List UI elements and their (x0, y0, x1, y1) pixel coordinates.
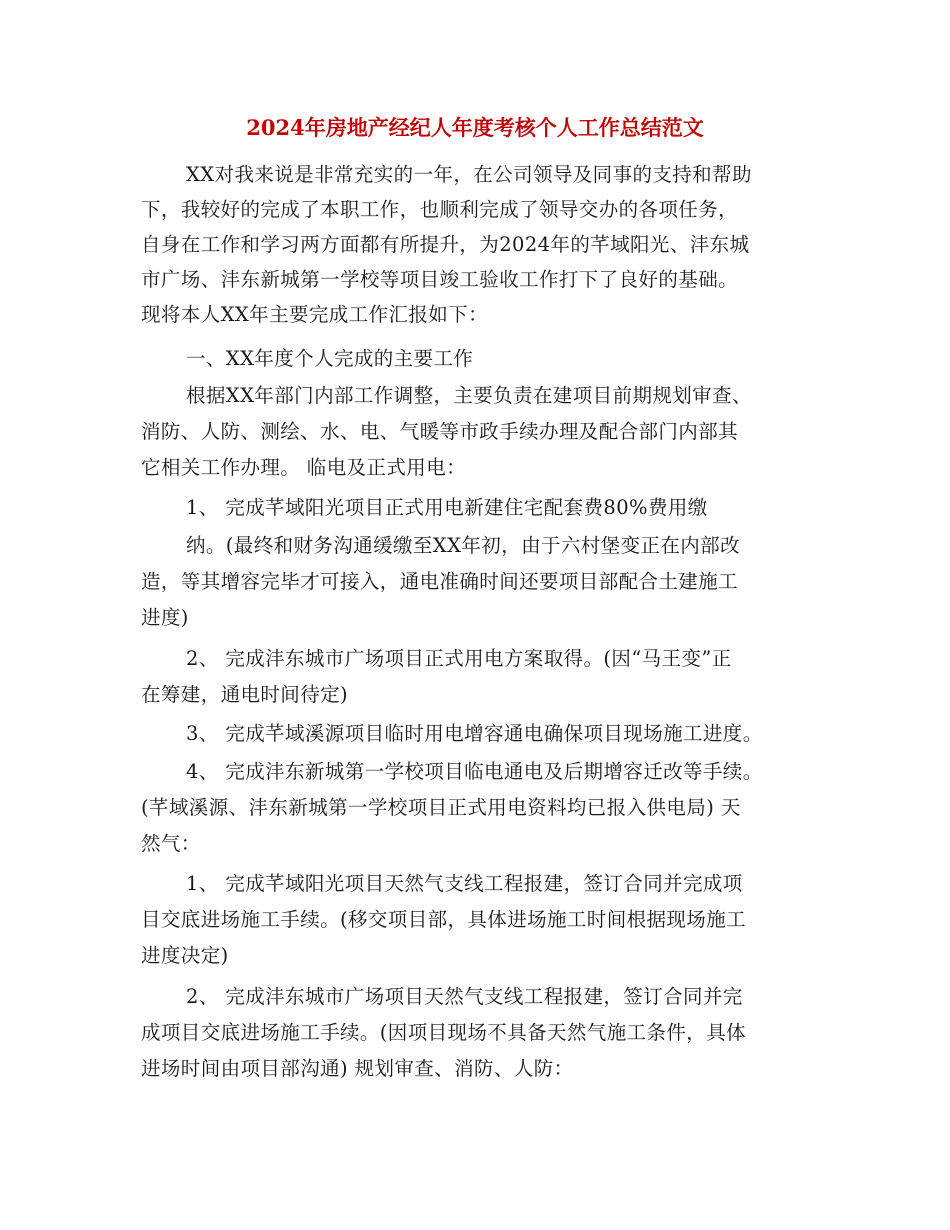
paragraph-line: 自身在工作和学习两方面都有所提升，为2024年的芊域阳光、沣东城 (141, 233, 750, 256)
list-item-line: 进度决定) (141, 944, 229, 967)
list-item-line: 3、 完成芊域溪源项目临时用电增容通电确保项目现场施工进度。 (186, 722, 763, 745)
list-item-line: 1、 完成芊域阳光项目正式用电新建住宅配套费80%费用缴 (186, 496, 708, 519)
paragraph-line: 它相关工作办理。 临电及正式用电： (141, 456, 466, 479)
document-title: 2024年房地产经纪人年度考核个人工作总结范文 (246, 115, 704, 140)
list-item-line: 进场时间由项目部沟通) 规划审查、消防、人防： (141, 1057, 574, 1080)
list-item-line: 在筹建，通电时间待定) (141, 683, 349, 706)
list-item-line: 4、 完成沣东新城第一学校项目临电通电及后期增容迁改等手续。 (186, 760, 763, 783)
list-item-line: 纳。(最终和财务沟通缓缴至XX年初，由于六村堡变正在内部改 (186, 534, 740, 557)
list-item-line: 2、 完成沣东城市广场项目正式用电方案取得。(因“马王变”正 (186, 647, 732, 670)
list-item-line: 造，等其增容完毕才可接入，通电准确时间还要项目部配合土建施工 (141, 570, 739, 593)
list-item-line: 1、 完成芊域阳光项目天然气支线工程报建，签订合同并完成项 (186, 872, 743, 895)
paragraph-line: XX对我来说是非常充实的一年，在公司领导及同事的支持和帮助 (186, 163, 752, 186)
paragraph-line: 消防、人防、测绘、水、电、气暖等市政手续办理及配合部门内部其 (141, 420, 739, 443)
list-item-line: 然气： (141, 832, 201, 855)
paragraph-line: 现将本人XX年主要完成工作汇报如下： (141, 303, 488, 326)
list-item-line: 进度) (141, 606, 189, 629)
paragraph-line: 下，我较好的完成了本职工作，也顺利完成了领导交办的各项任务， (141, 198, 739, 221)
list-item-line: 成项目交底进场施工手续。(因项目现场不具备天然气施工条件，具体 (141, 1021, 747, 1044)
section-heading: 一、XX年度个人完成的主要工作 (186, 347, 474, 370)
list-item-line: 目交底进场施工手续。(移交项目部，具体进场施工时间根据现场施工 (141, 908, 747, 931)
paragraph-line: 根据XX年部门内部工作调整，主要负责在建项目前期规划审查、 (186, 384, 752, 407)
list-item-line: (芊域溪源、沣东新城第一学校项目正式用电资料均已报入供电局) 天 (141, 796, 741, 819)
list-item-line: 2、 完成沣东城市广场项目天然气支线工程报建，签订合同并完 (186, 985, 743, 1008)
paragraph-line: 市广场、沣东新城第一学校等项目竣工验收工作打下了良好的基础。 (141, 268, 739, 291)
